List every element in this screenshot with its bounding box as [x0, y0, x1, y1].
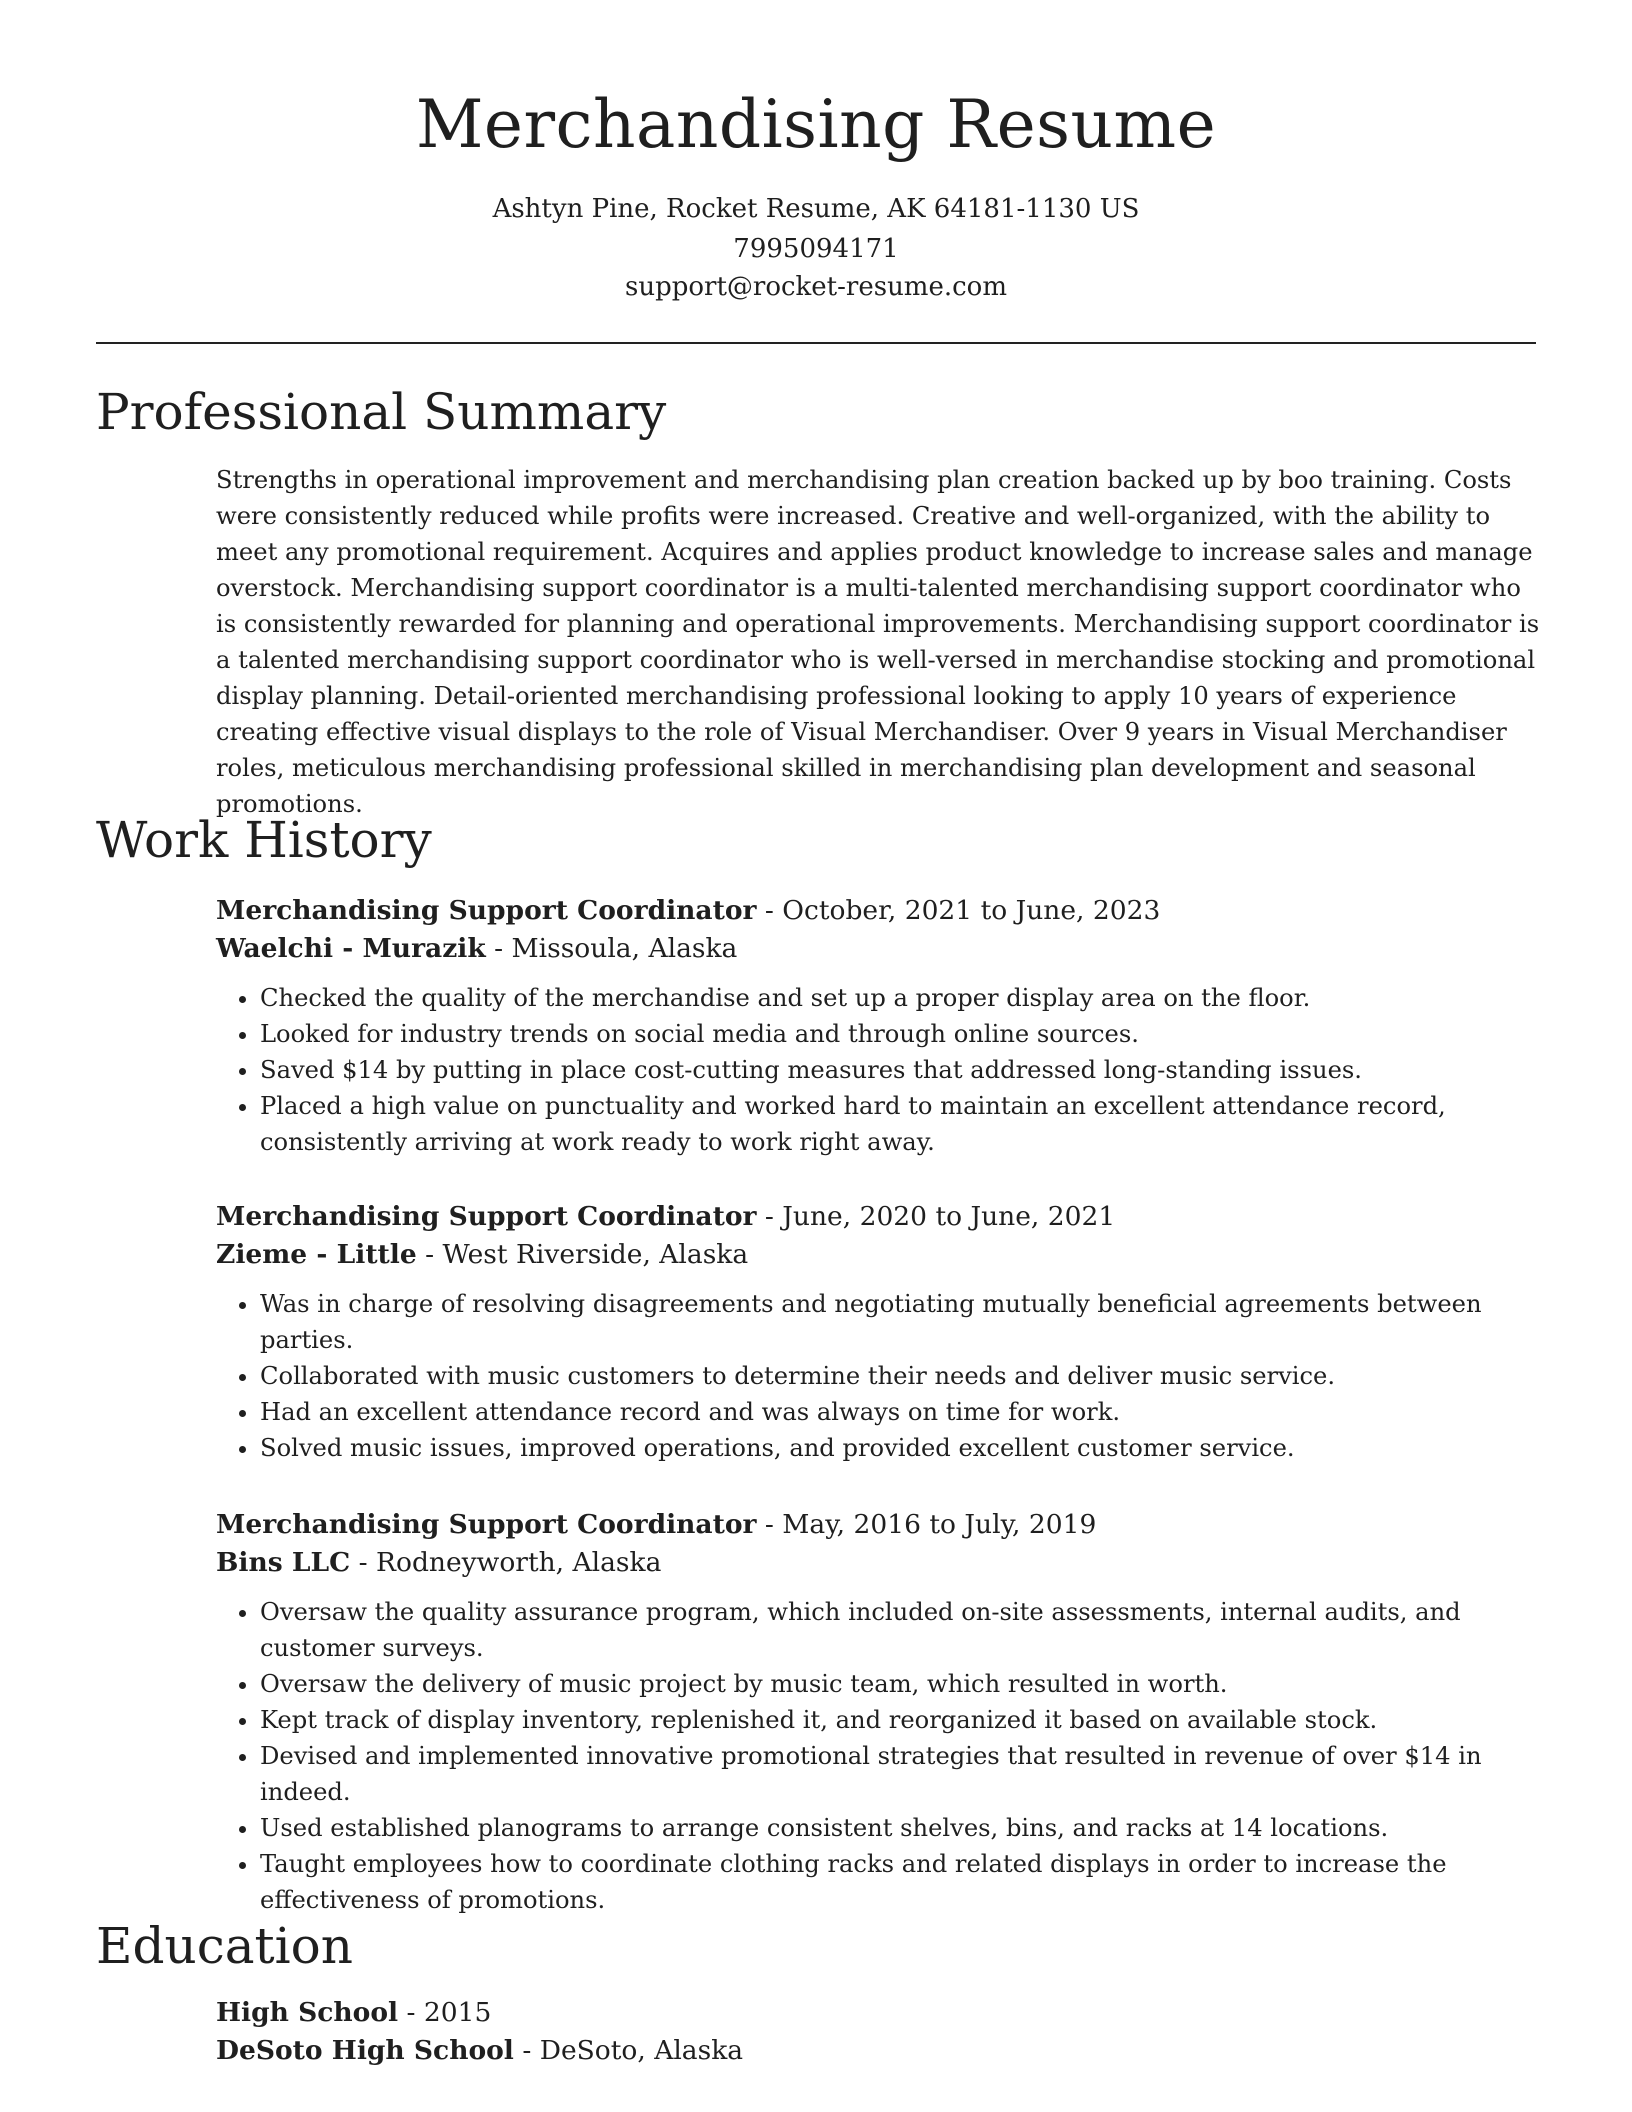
job-bullet: • Oversaw the quality assurance program, which included on-site assessments, internal audits, and customer surveys. [260, 1594, 1546, 1666]
separator: - [513, 2035, 540, 2066]
job-company-line [216, 930, 1546, 968]
job-title-line [216, 1506, 1546, 1544]
job-company: Waelchi - Murazik [216, 933, 486, 964]
header-divider [96, 342, 1536, 344]
contact-email: support@rocket-resume.com [624, 272, 1007, 302]
job-company-line [216, 1236, 1546, 1274]
job-title: Merchandising Support Coordinator [216, 1201, 757, 1232]
contact-phone: 7995094171 [733, 234, 899, 264]
job-title: Merchandising Support Coordinator [216, 1509, 757, 1540]
job-company-line [216, 1544, 1546, 1582]
separator: - [756, 1509, 783, 1540]
education-degree: High School [216, 1997, 399, 2028]
separator: - [756, 895, 783, 926]
job-bullet: • Looked for industry trends on social media and through online sources. [260, 1016, 1546, 1052]
education-year: 2015 [423, 1997, 492, 2028]
job-entry [216, 892, 1546, 1160]
separator: - [350, 1547, 377, 1578]
summary-text: Strengths in operational improvement and merchandising plan creation backed up by boo training. Costs were consistently reduced while profits were increased. Creative and well-organized, with the ability to meet any promotional requirement. Acquires and applies product knowledge to increase sales and manage overstock. Merchandising support coordinator is a multi-talented merchandising support coordinator who is consistently rewarded for planning and operational improvements. Merchandising support coordinator is a talented merchandising support coordinator who is well-versed in merchandise stocking and promotional display planning. Detail-oriented merchandising professional looking to apply 10 years of experience creating effective visual displays to the role of Visual Merchandiser. Over 9 years in Visual Merchandiser roles, meticulous merchandising professional skilled in merchandising plan development and seasonal promotions. [216, 466, 1540, 818]
education-entry [216, 1994, 1546, 2070]
education-school: DeSoto High School [216, 2035, 514, 2066]
job-bullet: • Kept track of display inventory, replenished it, and reorganized it based on available stock. [260, 1702, 1546, 1738]
job-location: Missoula, Alaska [511, 933, 738, 964]
job-dates: June, 2020 to June, 2021 [782, 1201, 1116, 1232]
contact-address: Ashtyn Pine, Rocket Resume, AK 64181-1130 US [492, 194, 1140, 224]
job-dates: May, 2016 to July, 2019 [782, 1509, 1097, 1540]
job-bullet: • Used established planograms to arrange consistent shelves, bins, and racks at 14 locations. [260, 1810, 1546, 1846]
job-bullet: • Had an excellent attendance record and was always on time for work. [260, 1394, 1546, 1430]
job-title: Merchandising Support Coordinator [216, 895, 757, 926]
job-bullets [216, 1286, 1546, 1466]
job-company: Zieme - Little [216, 1239, 417, 1270]
job-bullet: • Saved $14 by putting in place cost-cutting measures that addressed long-standing issues. [260, 1052, 1546, 1088]
job-bullet: • Checked the quality of the merchandise and set up a proper display area on the floor. [260, 980, 1546, 1016]
job-bullets [216, 1594, 1546, 1918]
education-location: DeSoto, Alaska [539, 2035, 744, 2066]
separator: - [416, 1239, 443, 1270]
job-location: West Riverside, Alaska [442, 1239, 749, 1270]
job-bullet: • Oversaw the delivery of music project by music team, which resulted in worth. [260, 1666, 1546, 1702]
job-bullets [216, 980, 1546, 1160]
job-bullet: • Solved music issues, improved operations, and provided excellent customer service. [260, 1430, 1546, 1466]
separator: - [756, 1201, 783, 1232]
job-bullet: • Placed a high value on punctuality and worked hard to maintain an excellent attendance record, consistently arriving at work ready to work right away. [260, 1088, 1546, 1160]
section-heading-summary: Professional Summary [96, 383, 667, 441]
job-title-line [216, 1198, 1546, 1236]
job-dates: October, 2021 to June, 2023 [782, 895, 1161, 926]
job-bullet: • Taught employees how to coordinate clothing racks and related displays in order to increase the effectiveness of promotions. [260, 1846, 1546, 1918]
education-school-line [216, 2032, 1546, 2070]
job-bullet: • Collaborated with music customers to determine their needs and deliver music service. [260, 1358, 1546, 1394]
job-title-line [216, 892, 1546, 930]
job-entry [216, 1506, 1546, 1918]
section-heading-work: Work History [96, 811, 432, 869]
section-heading-education: Education [96, 1917, 353, 1975]
separator: - [398, 1997, 424, 2028]
job-entry [216, 1198, 1546, 1466]
job-location: Rodneyworth, Alaska [376, 1547, 662, 1578]
job-company: Bins LLC [216, 1547, 351, 1578]
separator: - [485, 933, 512, 964]
education-degree-line [216, 1994, 1546, 2032]
resume-title: Merchandising Resume [415, 86, 1217, 163]
job-bullet: • Devised and implemented innovative promotional strategies that resulted in revenue of over $14 in indeed. [260, 1738, 1546, 1810]
job-bullet: • Was in charge of resolving disagreements and negotiating mutually beneficial agreements between parties. [260, 1286, 1546, 1358]
